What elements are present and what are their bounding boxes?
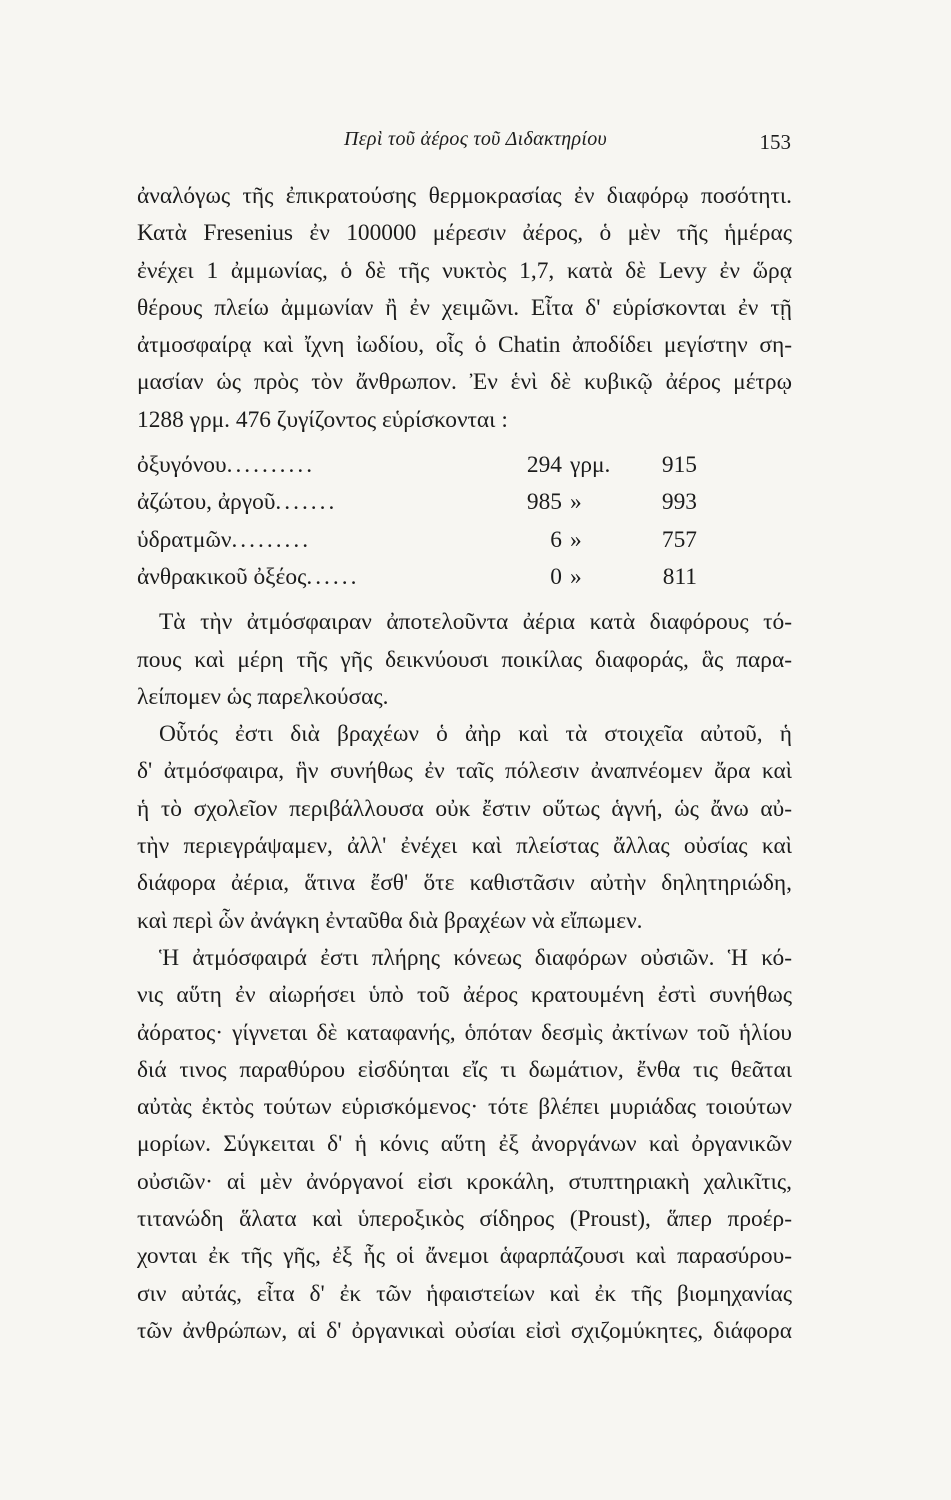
text-line: Οὗτός ἐστι διὰ βραχέων ὁ ἀὴρ καὶ τὰ στοιχεῖα αὐτοῦ, ἡ — [159, 721, 792, 748]
running-header — [0, 128, 951, 158]
text-line: θέρους πλείω ἀμμωνίαν ἢ ἐν χειμῶνι. Εἶτα δ' εὑρίσκονται ἐν τῇ — [137, 294, 792, 321]
text-line: ἀόρατος· γίγνεται δὲ καταφανής, ὁπόταν δεσμὶς ἀκτίνων τοῦ ἡλίου — [137, 1019, 792, 1046]
table-row — [137, 447, 792, 484]
text-line: δ' ἀτμόσφαιρα, ἣν συνήθως ἐν ταῖς πόλεσιν ἀναπνέομεν ἄρα καὶ — [137, 758, 792, 785]
paragraph-3 — [137, 716, 792, 940]
unit: » — [570, 563, 582, 590]
fraction: 915 — [661, 452, 697, 479]
leader-dots: ...... — [306, 563, 360, 590]
text-line: Ἡ ἀτμόσφαιρά ἐστι πλήρης κόνεως διαφόρων οὐσιῶν. Ἡ κό- — [159, 944, 792, 971]
running-title: Περὶ τοῦ ἀέρος τοῦ Διδακτηρίου — [344, 128, 607, 150]
table-row — [137, 484, 792, 521]
fraction: 993 — [661, 489, 697, 516]
text-line: λείπομεν ὡς παρελκούσας. — [137, 683, 389, 710]
text-line: Κατὰ Fresenius ἐν 100000 μέρεσιν ἀέρος, ὁ μὲν τῆς ἡμέρας — [137, 220, 792, 247]
table-row — [137, 559, 792, 596]
paragraph-4 — [137, 940, 792, 1350]
paragraph-1 — [137, 178, 792, 439]
substance-name: ἀζώτου, ἀργοῦ — [137, 489, 276, 516]
text-line: αὐτὰς ἐκτὸς τούτων εὑρισκόμενος· τότε βλέπει μυριάδας τοιούτων — [137, 1094, 792, 1121]
text-line: χονται ἐκ τῆς γῆς, ἐξ ἧς οἱ ἄνεμοι ἁφαρπάζουσι καὶ παρασύρου- — [137, 1243, 792, 1270]
text-line: νις αὕτη ἐν αἰωρήσει ὑπὸ τοῦ ἀέρος κρατουμένη ἐστὶ συνήθως — [137, 982, 792, 1009]
amount: 294 — [526, 452, 562, 479]
unit: γρμ. — [570, 452, 611, 479]
amount: 0 — [550, 563, 562, 590]
text-line: τὴν περιεγράψαμεν, ἀλλ' ἐνέχει καὶ πλείστας ἄλλας οὐσίας καὶ — [137, 833, 792, 860]
text-line: Τὰ τὴν ἀτμόσφαιραν ἀποτελοῦντα ἀέρια κατὰ διαφόρους τό- — [159, 609, 792, 636]
text-line: ἀναλόγως τῆς ἐπικρατούσης θερμοκρασίας ἐν διαφόρῳ ποσότητι. — [137, 183, 792, 209]
fraction: 757 — [661, 526, 697, 553]
composition-table — [137, 447, 792, 596]
table-row — [137, 522, 792, 559]
paragraph-2 — [137, 604, 792, 716]
leader-dots: ....... — [275, 489, 338, 516]
substance-name: ὀξυγόνου — [137, 452, 227, 479]
text-line: 1288 γρμ. 476 ζυγίζοντος εὑρίσκονται : — [137, 406, 508, 433]
page-body — [137, 178, 792, 1350]
leader-dots: ......... — [231, 526, 312, 553]
substance-name: ὑδρατμῶν — [137, 526, 232, 553]
text-line: ἡ τὸ σχολεῖον περιβάλλουσα οὐκ ἔστιν οὕτως ἁγνή, ὡς ἄνω αὐ- — [137, 795, 792, 822]
substance-name: ἀνθρακικοῦ ὀξέος — [137, 563, 307, 590]
text-line: διά τινος παραθύρου εἰσδύηται εἴς τι δωμάτιον, ἔνθα τις θεᾶται — [137, 1056, 792, 1083]
amount: 985 — [526, 489, 562, 516]
unit: » — [570, 489, 582, 516]
text-line: πους καὶ μέρη τῆς γῆς δεικνύουσι ποικίλας διαφοράς, ἃς παρα- — [137, 646, 792, 673]
fraction: 811 — [662, 563, 697, 590]
page-number: 153 — [759, 130, 791, 154]
amount: 6 — [550, 526, 562, 553]
text-line: ἀτμοσφαίρᾳ καὶ ἴχνη ἰωδίου, οἷς ὁ Chatin ἀποδίδει μεγίστην ση- — [137, 332, 792, 359]
leader-dots: .......... — [226, 452, 316, 479]
text-line: ἐνέχει 1 ἀμμωνίας, ὁ δὲ τῆς νυκτὸς 1,7, κατὰ δὲ Levy ἐν ὥρᾳ — [137, 257, 792, 284]
text-line: διάφορα ἀέρια, ἅτινα ἔσθ' ὅτε καθιστᾶσιν αὐτὴν δηλητηριώδη, — [137, 870, 792, 897]
unit: » — [570, 526, 582, 553]
text-line: οὐσιῶν· αἱ μὲν ἀνόργανοί εἰσι κροκάλη, στυπτηριακὴ χαλικῖτις, — [137, 1168, 792, 1195]
text-line: καὶ περὶ ὧν ἀνάγκη ἐνταῦθα διὰ βραχέων νὰ εἴπωμεν. — [137, 907, 643, 934]
text-line: τῶν ἀνθρώπων, αἱ δ' ὀργανικαὶ οὐσίαι εἰσὶ σχιζομύκητες, διάφορα — [137, 1317, 792, 1344]
text-line: σιν αὐτάς, εἶτα δ' ἐκ τῶν ἡφαιστείων καὶ ἐκ τῆς βιομηχανίας — [137, 1280, 792, 1307]
text-line: μορίων. Σύγκειται δ' ἡ κόνις αὕτη ἐξ ἀνοργάνων καὶ ὀργανικῶν — [137, 1131, 792, 1158]
text-line: μασίαν ὡς πρὸς τὸν ἄνθρωπον. Ἐν ἑνὶ δὲ κυβικῷ ἀέρος μέτρῳ — [137, 369, 792, 396]
text-line: τιτανώδη ἅλατα καὶ ὑπεροξικὸς σίδηρος (Proust), ἅπερ προέρ- — [137, 1206, 792, 1233]
